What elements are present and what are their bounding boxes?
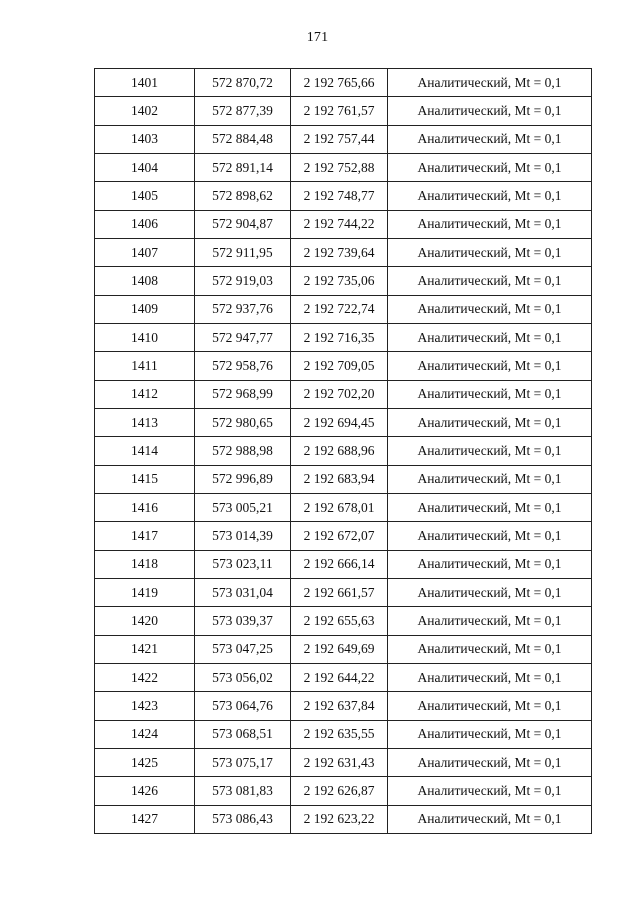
x-coordinate-cell: 572 980,65: [195, 408, 291, 436]
point-number-cell: 1409: [95, 295, 195, 323]
method-cell: Аналитический, Mt = 0,1: [388, 238, 592, 266]
method-cell: Аналитический, Mt = 0,1: [388, 720, 592, 748]
x-coordinate-cell: 572 958,76: [195, 352, 291, 380]
method-cell: Аналитический, Mt = 0,1: [388, 352, 592, 380]
point-number-cell: 1424: [95, 720, 195, 748]
table-row: [95, 210, 592, 238]
point-number-cell: 1401: [95, 69, 195, 97]
point-number-cell: 1406: [95, 210, 195, 238]
table-row: [95, 352, 592, 380]
point-number-cell: 1410: [95, 323, 195, 351]
method-cell: Аналитический, Mt = 0,1: [388, 267, 592, 295]
x-coordinate-cell: 572 898,62: [195, 182, 291, 210]
point-number-cell: 1403: [95, 125, 195, 153]
table-row: [95, 550, 592, 578]
y-coordinate-cell: 2 192 666,14: [291, 550, 388, 578]
method-cell: Аналитический, Mt = 0,1: [388, 805, 592, 833]
table-row: [95, 408, 592, 436]
point-number-cell: 1419: [95, 578, 195, 606]
method-cell: Аналитический, Mt = 0,1: [388, 437, 592, 465]
y-coordinate-cell: 2 192 655,63: [291, 607, 388, 635]
point-number-cell: 1413: [95, 408, 195, 436]
x-coordinate-cell: 572 891,14: [195, 153, 291, 181]
table-row: [95, 125, 592, 153]
y-coordinate-cell: 2 192 757,44: [291, 125, 388, 153]
table-row: [95, 578, 592, 606]
y-coordinate-cell: 2 192 637,84: [291, 692, 388, 720]
y-coordinate-cell: 2 192 709,05: [291, 352, 388, 380]
method-cell: Аналитический, Mt = 0,1: [388, 635, 592, 663]
point-number-cell: 1416: [95, 493, 195, 521]
x-coordinate-cell: 573 086,43: [195, 805, 291, 833]
x-coordinate-cell: 572 947,77: [195, 323, 291, 351]
x-coordinate-cell: 573 075,17: [195, 748, 291, 776]
table-row: [95, 493, 592, 521]
table-row: [95, 748, 592, 776]
point-number-cell: 1421: [95, 635, 195, 663]
method-cell: Аналитический, Mt = 0,1: [388, 522, 592, 550]
x-coordinate-cell: 573 047,25: [195, 635, 291, 663]
x-coordinate-cell: 573 068,51: [195, 720, 291, 748]
y-coordinate-cell: 2 192 765,66: [291, 69, 388, 97]
x-coordinate-cell: 572 988,98: [195, 437, 291, 465]
table-row: [95, 437, 592, 465]
y-coordinate-cell: 2 192 631,43: [291, 748, 388, 776]
table-row: [95, 238, 592, 266]
table-row: [95, 267, 592, 295]
y-coordinate-cell: 2 192 678,01: [291, 493, 388, 521]
x-coordinate-cell: 572 884,48: [195, 125, 291, 153]
method-cell: Аналитический, Mt = 0,1: [388, 663, 592, 691]
x-coordinate-cell: 572 904,87: [195, 210, 291, 238]
y-coordinate-cell: 2 192 694,45: [291, 408, 388, 436]
table-row: [95, 153, 592, 181]
x-coordinate-cell: 572 968,99: [195, 380, 291, 408]
method-cell: Аналитический, Mt = 0,1: [388, 748, 592, 776]
point-number-cell: 1402: [95, 97, 195, 125]
x-coordinate-cell: 572 937,76: [195, 295, 291, 323]
method-cell: Аналитический, Mt = 0,1: [388, 210, 592, 238]
method-cell: Аналитический, Mt = 0,1: [388, 97, 592, 125]
x-coordinate-cell: 573 023,11: [195, 550, 291, 578]
point-number-cell: 1414: [95, 437, 195, 465]
point-number-cell: 1404: [95, 153, 195, 181]
x-coordinate-cell: 572 911,95: [195, 238, 291, 266]
y-coordinate-cell: 2 192 661,57: [291, 578, 388, 606]
point-number-cell: 1426: [95, 777, 195, 805]
table-row: [95, 97, 592, 125]
x-coordinate-cell: 572 870,72: [195, 69, 291, 97]
method-cell: Аналитический, Mt = 0,1: [388, 777, 592, 805]
y-coordinate-cell: 2 192 739,64: [291, 238, 388, 266]
table-row: [95, 805, 592, 833]
table-row: [95, 777, 592, 805]
method-cell: Аналитический, Mt = 0,1: [388, 69, 592, 97]
point-number-cell: 1420: [95, 607, 195, 635]
y-coordinate-cell: 2 192 644,22: [291, 663, 388, 691]
table-row: [95, 323, 592, 351]
x-coordinate-cell: 573 039,37: [195, 607, 291, 635]
method-cell: Аналитический, Mt = 0,1: [388, 578, 592, 606]
point-number-cell: 1412: [95, 380, 195, 408]
table-row: [95, 692, 592, 720]
y-coordinate-cell: 2 192 752,88: [291, 153, 388, 181]
x-coordinate-cell: 573 064,76: [195, 692, 291, 720]
method-cell: Аналитический, Mt = 0,1: [388, 550, 592, 578]
x-coordinate-cell: 573 056,02: [195, 663, 291, 691]
table-row: [95, 295, 592, 323]
coordinates-table-body: [95, 69, 592, 834]
method-cell: Аналитический, Mt = 0,1: [388, 408, 592, 436]
point-number-cell: 1417: [95, 522, 195, 550]
point-number-cell: 1415: [95, 465, 195, 493]
table-row: [95, 635, 592, 663]
method-cell: Аналитический, Mt = 0,1: [388, 493, 592, 521]
y-coordinate-cell: 2 192 722,74: [291, 295, 388, 323]
method-cell: Аналитический, Mt = 0,1: [388, 692, 592, 720]
table-row: [95, 182, 592, 210]
table-row: [95, 465, 592, 493]
y-coordinate-cell: 2 192 635,55: [291, 720, 388, 748]
table-row: [95, 607, 592, 635]
method-cell: Аналитический, Mt = 0,1: [388, 465, 592, 493]
method-cell: Аналитический, Mt = 0,1: [388, 323, 592, 351]
method-cell: Аналитический, Mt = 0,1: [388, 182, 592, 210]
x-coordinate-cell: 572 919,03: [195, 267, 291, 295]
table-row: [95, 69, 592, 97]
y-coordinate-cell: 2 192 626,87: [291, 777, 388, 805]
y-coordinate-cell: 2 192 672,07: [291, 522, 388, 550]
point-number-cell: 1422: [95, 663, 195, 691]
method-cell: Аналитический, Mt = 0,1: [388, 153, 592, 181]
method-cell: Аналитический, Mt = 0,1: [388, 380, 592, 408]
y-coordinate-cell: 2 192 683,94: [291, 465, 388, 493]
point-number-cell: 1408: [95, 267, 195, 295]
table-row: [95, 663, 592, 691]
table-row: [95, 380, 592, 408]
y-coordinate-cell: 2 192 716,35: [291, 323, 388, 351]
y-coordinate-cell: 2 192 761,57: [291, 97, 388, 125]
page-number: 171: [306, 30, 329, 45]
y-coordinate-cell: 2 192 702,20: [291, 380, 388, 408]
point-number-cell: 1425: [95, 748, 195, 776]
point-number-cell: 1423: [95, 692, 195, 720]
y-coordinate-cell: 2 192 748,77: [291, 182, 388, 210]
x-coordinate-cell: 573 081,83: [195, 777, 291, 805]
point-number-cell: 1427: [95, 805, 195, 833]
x-coordinate-cell: 573 005,21: [195, 493, 291, 521]
table-row: [95, 522, 592, 550]
table-row: [95, 720, 592, 748]
x-coordinate-cell: 573 031,04: [195, 578, 291, 606]
y-coordinate-cell: 2 192 688,96: [291, 437, 388, 465]
coordinates-table: [94, 68, 592, 834]
point-number-cell: 1418: [95, 550, 195, 578]
x-coordinate-cell: 572 996,89: [195, 465, 291, 493]
point-number-cell: 1407: [95, 238, 195, 266]
y-coordinate-cell: 2 192 744,22: [291, 210, 388, 238]
x-coordinate-cell: 573 014,39: [195, 522, 291, 550]
y-coordinate-cell: 2 192 623,22: [291, 805, 388, 833]
method-cell: Аналитический, Mt = 0,1: [388, 295, 592, 323]
point-number-cell: 1405: [95, 182, 195, 210]
y-coordinate-cell: 2 192 735,06: [291, 267, 388, 295]
method-cell: Аналитический, Mt = 0,1: [388, 125, 592, 153]
x-coordinate-cell: 572 877,39: [195, 97, 291, 125]
point-number-cell: 1411: [95, 352, 195, 380]
method-cell: Аналитический, Mt = 0,1: [388, 607, 592, 635]
y-coordinate-cell: 2 192 649,69: [291, 635, 388, 663]
